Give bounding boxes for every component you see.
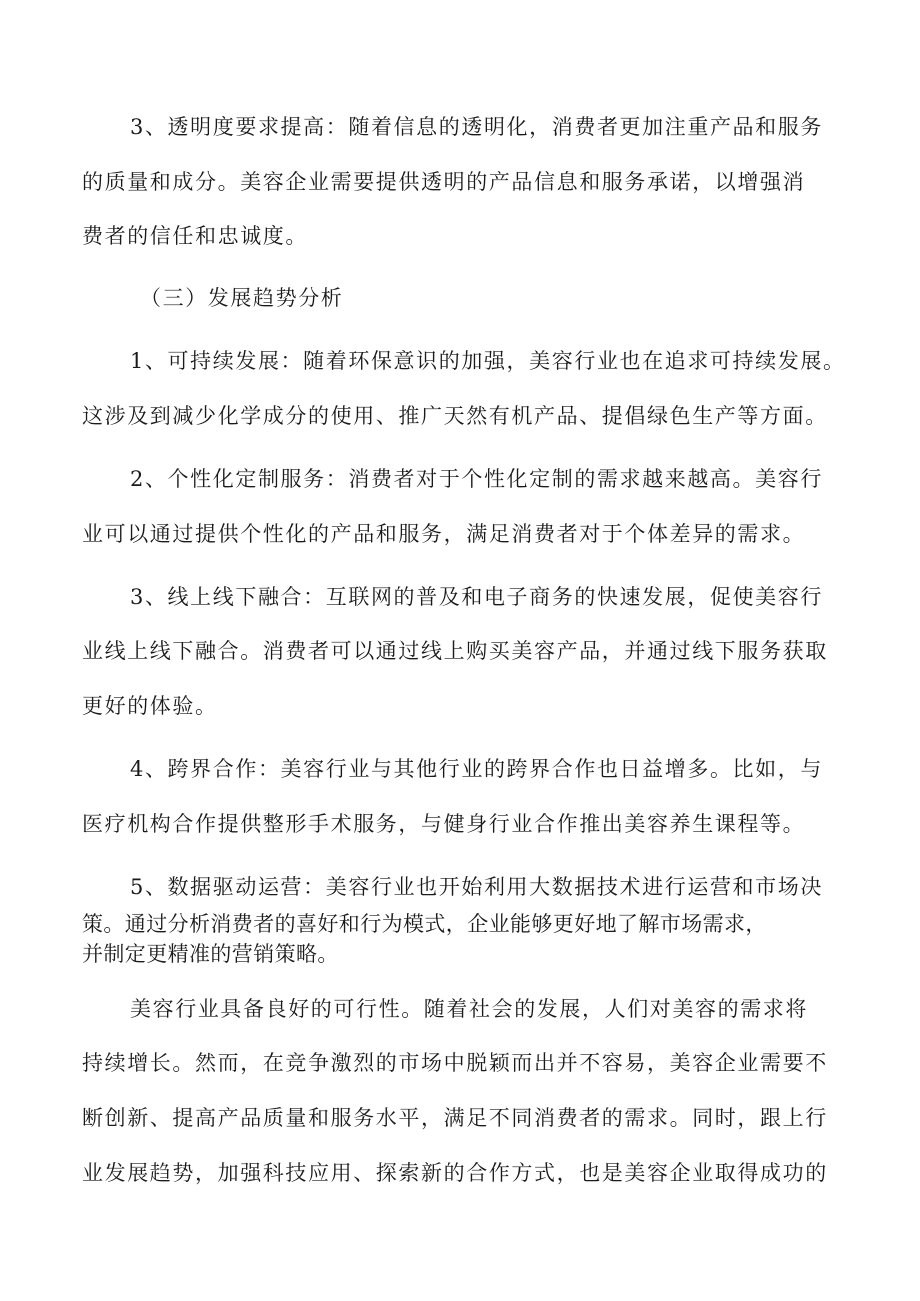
paragraph-line: 4、跨界合作：美容行业与其他行业的跨界合作也日益增多。比如，与: [130, 757, 823, 781]
paragraph-line: 并制定更精准的营销策略。: [82, 942, 339, 966]
paragraph-line: 1、可持续发展：随着环保意识的加强，美容行业也在追求可持续发展。: [130, 349, 846, 373]
paragraph-line: 这涉及到减少化学成分的使用、推广天然有机产品、提倡绿色生产等方面。: [82, 404, 828, 428]
paragraph-line: 业发展趋势，加强科技应用、探索新的合作方式，也是美容企业取得成功的: [82, 1161, 828, 1185]
paragraph-line: 更好的体验。: [82, 694, 218, 718]
paragraph-line: 业线上线下融合。消费者可以通过线上购买美容产品，并通过线下服务获取: [82, 639, 828, 663]
paragraph-line: 3、透明度要求提高：随着信息的透明化，消费者更加注重产品和服务: [130, 115, 823, 139]
paragraph-line: 策。通过分析消费者的喜好和行为模式，企业能够更好地了解市场需求，: [82, 912, 767, 936]
paragraph-line: 断创新、提高产品质量和服务水平，满足不同消费者的需求。同时，跟上行: [82, 1106, 828, 1130]
paragraph-line: 医疗机构合作提供整形手术服务，与健身行业合作推出美容养生课程等。: [82, 812, 806, 836]
paragraph-line: 3、线上线下融合：互联网的普及和电子商务的快速发展，促使美容行: [130, 585, 823, 609]
section-heading: （三）发展趋势分析: [140, 286, 344, 310]
paragraph-line: 2、个性化定制服务：消费者对于个性化定制的需求越来越高。美容行: [130, 467, 823, 491]
paragraph-line: 业可以通过提供个性化的产品和服务，满足消费者对于个体差异的需求。: [82, 522, 806, 546]
paragraph-line: 费者的信任和忠诚度。: [82, 224, 308, 248]
paragraph-line: 的质量和成分。美容企业需要提供透明的产品信息和服务承诺，以增强消: [82, 170, 806, 194]
paragraph-line: 5、数据驱动运营：美容行业也开始利用大数据技术进行运营和市场决: [130, 875, 823, 899]
paragraph-line: 持续增长。然而，在竞争激烈的市场中脱颖而出并不容易，美容企业需要不: [82, 1051, 828, 1075]
paragraph-line: 美容行业具备良好的可行性。随着社会的发展，人们对美容的需求将: [130, 997, 808, 1021]
